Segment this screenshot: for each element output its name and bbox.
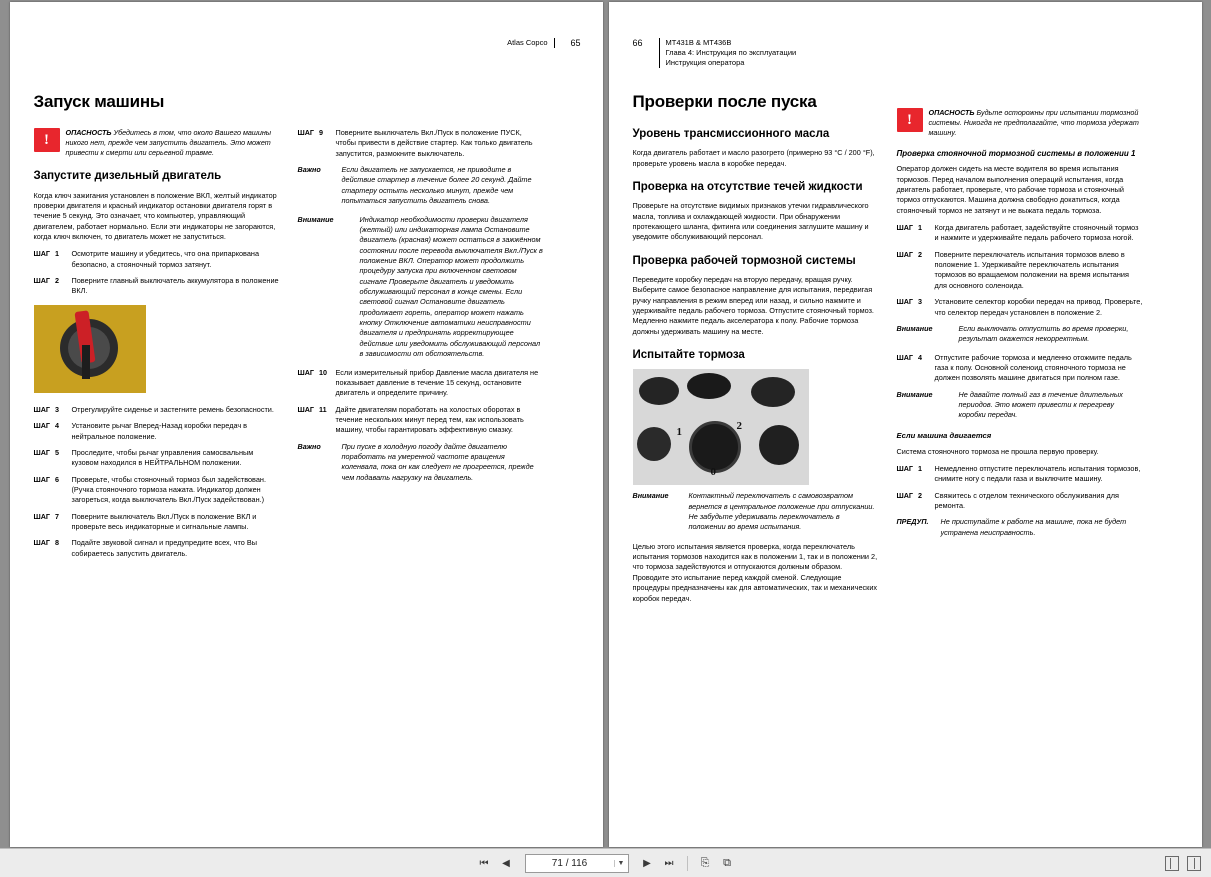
step-label bbox=[298, 368, 336, 399]
step-label bbox=[34, 405, 72, 415]
next-page-button[interactable]: ▶ bbox=[643, 857, 651, 869]
step-label bbox=[34, 448, 72, 469]
column-2 bbox=[897, 90, 1143, 833]
subsection-intro: Оператор должен сидеть на месте водителя во время испытания тормозов. Перед началом выполнения операций испытания, когда двигатель работает, проверьте, что рабочие тормоза и стояночный тормоз отпускаются. Машина должна свободно докатиться, когда стояночный тормоз не затянут и не выжата педаль тормоза. bbox=[896, 164, 1124, 215]
step-item bbox=[897, 250, 1143, 291]
chevron-down-icon[interactable]: ▼ bbox=[614, 860, 628, 867]
step-number: 1 bbox=[918, 463, 922, 473]
section-heading: Уровень трансмиссионного масла bbox=[632, 128, 830, 141]
danger-body: Будьте осторожны при испытании тормозной системы. Никогда не предполагайте, что тормоза удержат машину. bbox=[928, 108, 1139, 138]
viewer-toolbar bbox=[0, 848, 1211, 877]
page-right bbox=[609, 2, 1202, 847]
step-label bbox=[34, 512, 72, 533]
rotary-switch-photo bbox=[633, 369, 809, 485]
step-text: Отрегулируйте сиденье и застегните ремень безопасности. bbox=[71, 404, 274, 414]
note-label: ПРЕДУП. bbox=[896, 517, 929, 527]
note-text: Контактный переключатель с самовозвратом вернется в центральное положение при отпускании. Не забудьте удерживать переключатель в положении во время испытания. bbox=[688, 491, 875, 532]
page-columns-left bbox=[10, 90, 603, 833]
step-number: 2 bbox=[55, 276, 59, 286]
step-word: ШАГ bbox=[297, 367, 314, 377]
header-chapter-title: Глава 4: Инструкция по эксплуатации bbox=[665, 48, 797, 58]
step-item bbox=[298, 368, 544, 399]
step-number: 5 bbox=[55, 447, 59, 457]
step-number: 1 bbox=[55, 249, 59, 259]
step-item bbox=[298, 405, 544, 436]
note-text: Не давайте полный газ в течение длительных периодов. Это может привести к перегреву коробки передач. bbox=[958, 389, 1123, 420]
step-word: ШАГ bbox=[896, 490, 913, 500]
step-word: ШАГ bbox=[33, 538, 50, 548]
switch-knob bbox=[687, 373, 731, 399]
page-columns-right bbox=[609, 90, 1202, 833]
switch-knob bbox=[639, 377, 679, 405]
step-number: 8 bbox=[55, 538, 59, 548]
step-text: Свяжитесь с отделом технического обслуживания для ремонта. bbox=[934, 490, 1119, 510]
note-text: Не приступайте к работе на машине, пока не будет устранена неисправность. bbox=[940, 517, 1127, 537]
switch-position-1-label: 1 bbox=[676, 426, 682, 439]
step-word: ШАГ bbox=[297, 404, 314, 414]
toolbar-right-group bbox=[1165, 856, 1201, 871]
step-number: 10 bbox=[319, 367, 327, 377]
step-text: Проследите, чтобы рычаг управления самосвальным кузовом находился в НЕЙТРАЛЬНОМ положении. bbox=[71, 447, 254, 468]
note-text: Индикатор необходимости проверки двигателя (желтый) или индикаторная лампа Остановите двигатель (красная) может остаться в зажжённом состоянии после перевода выключателя Вкл./Пуск в положение ВКЛ. Оператор может продолжить процедуру запуска при включенном световом сигнале Проверьте двигатель и уведомить обслуживающий персонал в конце смены. Если световой сигнал Остановите двигатель продолжает гореть, оператор может нажать кнопку Отключение автоматики неисправности двигателя и предпринять корректирующее действие или уведомить обслуживающий персонал в зависимости от обстоятельств. bbox=[359, 214, 543, 359]
column-spacer bbox=[897, 90, 1143, 108]
step-label bbox=[34, 249, 72, 270]
step-text: Поверните выключатель Вкл./Пуск в положение ВКЛ и проверьте весь индикаторные и сигнальные лампы. bbox=[71, 511, 257, 532]
step-item bbox=[34, 421, 280, 442]
note-important bbox=[298, 165, 544, 206]
page-number-value[interactable]: 71 / 116 bbox=[551, 857, 588, 869]
note-attention-2 bbox=[897, 390, 1143, 421]
step-number: 7 bbox=[55, 511, 59, 521]
switch-position-2-label: 2 bbox=[736, 420, 742, 433]
step-label bbox=[897, 491, 935, 512]
copy-icon[interactable]: ⧉ bbox=[723, 856, 731, 869]
step-item bbox=[897, 297, 1143, 318]
step-word: ШАГ bbox=[33, 447, 50, 457]
step-word: ШАГ bbox=[33, 511, 50, 521]
step-item bbox=[34, 512, 280, 533]
note-important-2 bbox=[298, 442, 544, 483]
header-page-number-left: 65 bbox=[570, 38, 581, 48]
step-item bbox=[34, 405, 280, 415]
switch-knob bbox=[751, 377, 795, 407]
danger-body: Убедитесь в том, что около Вашего машины никого нет, прежде чем запустить двигатель. Это может привести к смерти или серьевной травме. bbox=[65, 128, 272, 158]
danger-text bbox=[66, 128, 280, 158]
danger-label: ОПАСНОСТЬ bbox=[928, 108, 975, 117]
step-item bbox=[897, 491, 1143, 512]
section-heading: Проверка на отсутствие течей жидкости bbox=[632, 181, 863, 194]
step-label bbox=[34, 538, 72, 559]
column-1 bbox=[633, 90, 879, 833]
step-text: Дайте двигателям поработать на холостых оборотах в течение нескольких минут перед тем, как использовать машину, чтобы гарантировать эффективную смазку. bbox=[335, 404, 524, 435]
step-number: 3 bbox=[55, 404, 59, 414]
section-heading: Проверка рабочей тормозной системы bbox=[632, 254, 856, 267]
column-2 bbox=[298, 90, 544, 833]
step-text: Отпустите рабочие тормоза и медленно отожмите педаль газа к полу. Основной соленоид стояночного тормоза не должен позволять машине двигаться при полном газе. bbox=[934, 352, 1132, 383]
step-text: Установите рычаг Вперед-Назад коробки передач в нейтральное положение. bbox=[71, 421, 248, 441]
page-title: Запуск машины bbox=[33, 92, 165, 111]
note-text: Если выключать отпустить во время проверки, результат окажется некорректным. bbox=[958, 323, 1129, 344]
step-number: 11 bbox=[319, 404, 327, 414]
step-number: 1 bbox=[918, 223, 922, 233]
step-label bbox=[897, 353, 935, 384]
header-model: MT431B & MT436B bbox=[665, 38, 732, 47]
step-label bbox=[897, 223, 935, 244]
header-chapter bbox=[659, 38, 797, 68]
section-text: Переведите коробку передач на вторую передачу, вращая ручку. Выберите самое безопасное направление для испытания, передвигая ручку направления в режим вперед или назад, и сильно нажмите и удерживайте педаль рабочего тормоза. Отпустите стояночный тормоз. Медленно нажмите педаль акселератора к полу. Рабочие тормоза должны удерживать машину на месте. bbox=[632, 274, 874, 336]
switch-position-0-label: 0 bbox=[710, 466, 716, 479]
note-attention bbox=[897, 324, 1143, 345]
step-word: ШАГ bbox=[896, 297, 913, 307]
step-label bbox=[897, 464, 935, 485]
test-brakes-heading: Испытайте тормоза bbox=[632, 349, 745, 362]
page-number-input[interactable] bbox=[525, 854, 629, 873]
step-item bbox=[897, 223, 1143, 244]
note-label: Внимание bbox=[632, 491, 669, 501]
danger-text bbox=[929, 108, 1143, 138]
step-item bbox=[897, 464, 1143, 485]
step-text: Когда двигатель работает, задействуйте стояночный тормоз и нажмите и удерживайте педаль рабочего тормоза ногой. bbox=[934, 223, 1139, 243]
step-item bbox=[298, 128, 544, 159]
step-item bbox=[34, 448, 280, 469]
step-text: Осмотрите машину и убедитесь, что она припаркована безопасно, а стояночный тормоз затянут. bbox=[71, 249, 260, 269]
step-label bbox=[34, 276, 72, 297]
header-subchapter-title: Инструкция оператора bbox=[665, 58, 745, 68]
single-page-icon[interactable] bbox=[1165, 856, 1179, 871]
note-text: При пуске в холодную погоду дайте двигателю поработать на умеренной частоте вращения коленвала, пока он как следует не прогреется, прежде чем подавать нагрузку на двигатель. bbox=[341, 441, 534, 482]
step-label bbox=[34, 475, 72, 506]
step-word: ШАГ bbox=[896, 223, 913, 233]
prev-page-button[interactable]: ◀ bbox=[502, 857, 510, 869]
switch-knob bbox=[759, 425, 799, 465]
note-label: Важно bbox=[297, 165, 321, 175]
toolbar-divider bbox=[687, 856, 688, 871]
purpose-text: Целью этого испытания является проверка, когда переключатель испытания тормозов находится как в положении 1, так и в положении 2, что тормоза задействуются и отпускаются должным образом. Проводите это испытание перед каждой сменой. Следующие процедуры предназначены как для автоматических, так и механических коробок передач. bbox=[632, 541, 878, 603]
step-label bbox=[298, 128, 336, 159]
note-attention bbox=[298, 215, 544, 360]
step-text: Установите селектор коробки передач на привод. Проверьте, что селектор передач установлен в положение 2. bbox=[934, 297, 1143, 317]
step-word: ШАГ bbox=[896, 463, 913, 473]
step-number: 9 bbox=[319, 128, 323, 137]
section-intro: Когда ключ зажигания установлен в положение ВКЛ, желтый индикатор проверки двигателя и красный индикатор остановки двигателя горят в течение 5 секунд. Это означает, что компьютер, управляющий двигателем, работает нормально. Если эти индикаторы не загораются, когда ключ включен, то двигатель может не запуститься. bbox=[33, 190, 277, 242]
danger-box bbox=[897, 108, 1143, 138]
danger-box bbox=[34, 128, 280, 158]
step-word: ШАГ bbox=[896, 352, 913, 362]
column-1 bbox=[34, 90, 280, 833]
last-page-button[interactable]: ⏭ bbox=[664, 857, 674, 869]
step-label bbox=[34, 421, 72, 442]
step-item bbox=[34, 249, 280, 270]
step-word: ШАГ bbox=[33, 276, 50, 286]
warning-triangle-icon bbox=[897, 108, 923, 132]
step-word: ШАГ bbox=[297, 128, 314, 137]
step-text: Подайте звуковой сигнал и предупредите всех, что Вы собираетесь запустить двигатель. bbox=[71, 538, 257, 558]
warning-triangle-icon bbox=[34, 128, 60, 152]
header-page-number-right: 66 bbox=[632, 38, 643, 48]
step-number: 4 bbox=[55, 421, 59, 431]
step-text: Поверните главный выключатель аккумулятора в положение ВКЛ. bbox=[71, 276, 279, 296]
step-item bbox=[34, 276, 280, 297]
section-heading: Запустите дизельный двигатель bbox=[33, 170, 222, 183]
header-company: Atlas Copco bbox=[507, 38, 554, 48]
step-number: 2 bbox=[918, 490, 922, 500]
note-label: Внимание bbox=[297, 214, 334, 224]
subsection-heading-2: Если машина двигается bbox=[896, 430, 992, 440]
key-blade bbox=[82, 345, 90, 379]
note-label: Внимание bbox=[896, 323, 933, 333]
step-label bbox=[897, 250, 935, 291]
step-label bbox=[897, 297, 935, 318]
first-page-button[interactable]: ⏮ bbox=[479, 857, 489, 869]
subsection-intro-2: Система стояночного тормоза не прошла первую проверку. bbox=[896, 446, 1099, 456]
note-label: Внимание bbox=[896, 389, 933, 399]
step-number: 2 bbox=[918, 249, 922, 259]
step-number: 6 bbox=[55, 474, 59, 484]
step-word: ШАГ bbox=[33, 474, 50, 484]
step-text: Поверните выключатель Вкл./Пуск в положение ПУСК, чтобы привести в действие стартер. Как только двигатель запустится, размокните выключатель. bbox=[335, 128, 533, 158]
step-item bbox=[897, 353, 1143, 384]
switch-knob bbox=[637, 427, 671, 461]
step-text: Немедленно отпустите переключатель испытания тормозов, снимите ногу с педали газа и выключите машину. bbox=[934, 463, 1141, 484]
danger-label: ОПАСНОСТЬ bbox=[65, 128, 112, 138]
step-word: ШАГ bbox=[896, 249, 913, 259]
subsection-heading: Проверка стояночной тормозной системы в положении 1 bbox=[896, 149, 1136, 159]
note-warning bbox=[897, 517, 1143, 538]
step-text: Проверьте, чтобы стояночный тормоз был задействован. (Ручка стояночного тормоза нажата. Индикатор должен загореться, когда выключатель Вкл./Пуск задействован.) bbox=[71, 474, 266, 505]
image-note bbox=[633, 491, 879, 532]
bookmark-icon[interactable]: ⎘ bbox=[700, 856, 710, 869]
step-word: ШАГ bbox=[33, 404, 50, 414]
step-word: ШАГ bbox=[33, 249, 50, 259]
step-text: Поверните переключатель испытания тормозов влево в положение 1. Удерживайте переключатель испытания тормозов во вращаемом положении на время испытания для основного соленоида. bbox=[934, 249, 1129, 290]
step-item bbox=[34, 538, 280, 559]
note-text: Если двигатель не запускается, не приводите в действие стартер в течение более 20 секунд. Дайте стартеру остыть несколько минут, прежде чем попытаться запустить двигатель снова. bbox=[341, 165, 532, 206]
step-number: 3 bbox=[918, 297, 922, 307]
page-left bbox=[10, 2, 603, 847]
step-label bbox=[298, 405, 336, 436]
step-number: 4 bbox=[918, 352, 922, 362]
note-label: Важно bbox=[297, 441, 321, 451]
ignition-key-photo bbox=[34, 305, 146, 393]
step-word: ШАГ bbox=[33, 421, 50, 431]
section-text: Проверьте на отсутствие видимых признаков утечки гидравлического масла, топлива и охлаждающей жидкости. При обнаружении протекающего шланга, фитинга или соединения заглушите машину и уведомите обслуживающий персонал. bbox=[632, 201, 869, 242]
section-text: Когда двигатель работает и масло разогрето (примерно 93 °C / 200 °F), проверьте уровень масла в коробке передач. bbox=[632, 148, 875, 168]
page-title: Проверки после пуска bbox=[632, 92, 817, 111]
two-page-icon[interactable] bbox=[1187, 856, 1201, 871]
step-text: Если измерительный прибор Давление масла двигателя не показывает давление в течение 15 секунд, остановите двигатель и определите причину. bbox=[335, 367, 539, 398]
step-item bbox=[34, 475, 280, 506]
column-spacer bbox=[298, 90, 544, 128]
